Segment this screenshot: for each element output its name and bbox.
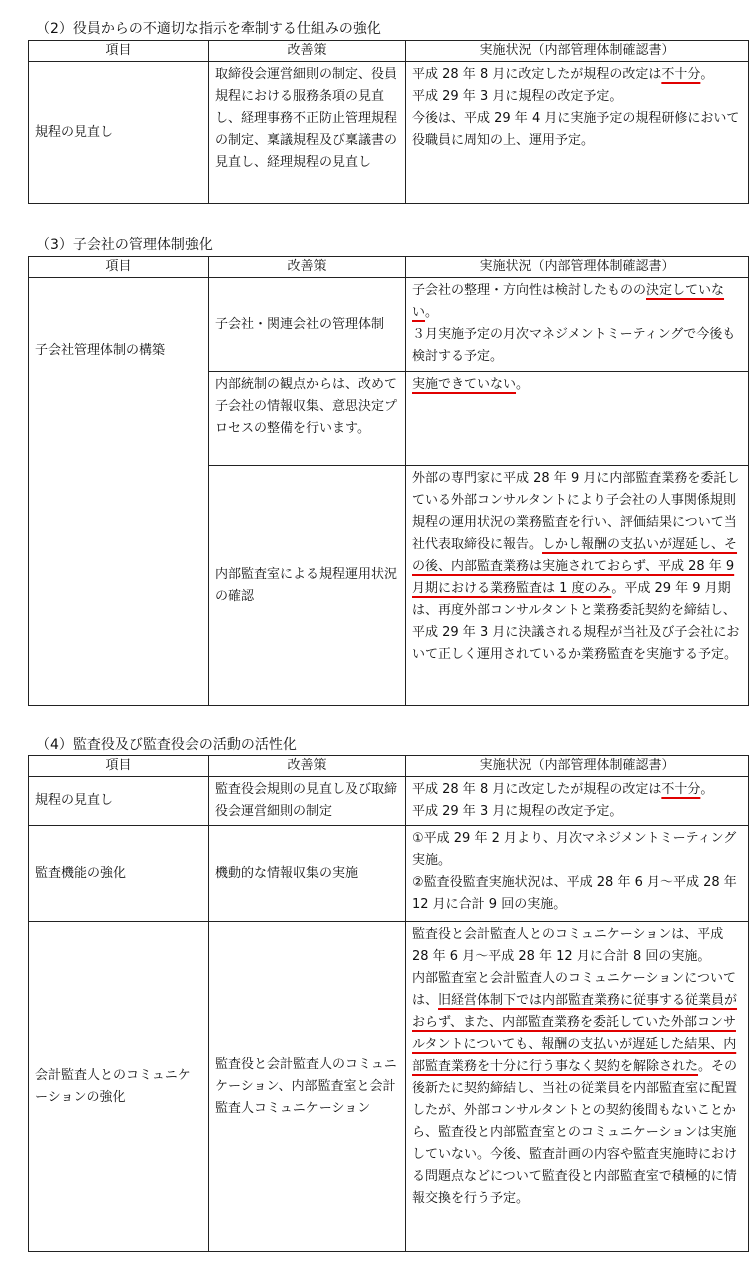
status-line: ②監査役監査実施状況は、平成 28 年 6 月～平成 28 年 12 月に合計 9 回の実施。 [412, 875, 737, 912]
table-header-row [29, 257, 749, 278]
row-status [406, 922, 749, 1252]
status-line: 外部の専門家に平成 28 年 9 月に内部監査業務を委託している外部コンサルタントにより子会社の人事関係規則規程の運用状況の業務監査を行い、評価結果について当社代表取締役に報告。しかし報酬の支払いが遅延し、その後、内部監査業務は実施されておらず、平成 28 年 9 月期における業務監査は 1 度のみ。平成 29 年 9 月期は、再度外部コンサルタントと業務委託契約を締結し、平成 29 年 3 月に決議される規程が当社及び子会社において正しく運用されているか業務監査を実施する予定。 [412, 471, 740, 662]
status-line: 平成 29 年 3 月に規程の改定予定。 [412, 89, 623, 104]
header-status: 実施状況（内部管理体制確認書） [406, 756, 749, 777]
header-measure: 改善策 [209, 41, 406, 62]
status-line: 実施できていない。 [412, 377, 530, 392]
section-2-title: （2）役員からの不適切な指示を牽制する仕組みの強化 [36, 21, 381, 37]
section-4-table [28, 755, 749, 1252]
row-status [406, 372, 749, 466]
row-status [406, 826, 749, 922]
row-status [406, 278, 749, 372]
highlighted-text: 不十分 [661, 67, 701, 82]
row-item: 子会社管理体制の構築 [29, 278, 209, 706]
table-header-row [29, 41, 749, 62]
row-status [406, 62, 749, 204]
header-item: 項目 [29, 41, 209, 62]
table-row [29, 826, 749, 922]
status-line: 監査役と会計監査人とのコミュニケーションは、平成 28 年 6 月～平成 28 年 12 月に合計 8 回の実施。 [412, 927, 724, 964]
header-status: 実施状況（内部管理体制確認書） [406, 257, 749, 278]
highlighted-text: 決定していない [412, 283, 725, 320]
section-3-title: （3）子会社の管理体制強化 [36, 237, 213, 253]
header-measure: 改善策 [209, 756, 406, 777]
status-line: 平成 28 年 8 月に改定したが規程の改定は不十分。 [412, 782, 714, 797]
row-measure: 内部監査室による規程運用状況の確認 [209, 466, 406, 706]
row-status [406, 466, 749, 706]
status-line: 今後は、平成 29 年 4 月に実施予定の規程研修において役職員に周知の上、運用予定。 [412, 111, 740, 148]
row-item: 規程の見直し [29, 777, 209, 826]
row-item: 監査機能の強化 [29, 826, 209, 922]
row-item: 規程の見直し [29, 62, 209, 204]
status-line: 内部監査室と会計監査人のコミュニケーションについては、旧経営体制下では内部監査業務に従事する従業員がおらず、また、内部監査業務を委託していた外部コンサルタントについても、報酬の支払いが遅延した結果、内部監査業務を十分に行う事なく契約を解除された。その後新たに契約締結し、当社の従業員を内部監査室に配置したが、外部コンサルタントとの契約後間もないことから、監査役と内部監査室とのコミュニケーションは実施していない。今後、監査計画の内容や監査実施時における問題点などについて監査役と内部監査室で積極的に情報交換を行う予定。 [412, 971, 738, 1206]
status-line: 平成 28 年 8 月に改定したが規程の改定は不十分。 [412, 67, 714, 82]
table-row [29, 62, 749, 204]
row-item: 会計監査人とのコミュニケーションの強化 [29, 922, 209, 1252]
section-3-table [28, 256, 749, 706]
header-item: 項目 [29, 257, 209, 278]
highlighted-text: 旧経営体制下では内部監査業務に従事する従業員がおらず、また、内部監査業務を委託していた外部コンサルタントについても、報酬の支払いが遅延した結果、内部監査業務を十分に行う事なく契約を解除された [412, 993, 738, 1074]
status-line: ①平成 29 年 2 月より、月次マネジメントミーティング実施。 [412, 831, 737, 868]
row-measure: 機動的な情報収集の実施 [209, 826, 406, 922]
table-row [29, 278, 749, 372]
status-line: 子会社の整理・方向性は検討したものの決定していない。 [412, 283, 725, 320]
status-line: 平成 29 年 3 月に規程の改定予定。 [412, 804, 623, 819]
table-row [29, 922, 749, 1252]
header-item: 項目 [29, 756, 209, 777]
row-measure: 内部統制の観点からは、改めて子会社の情報収集、意思決定プロセスの整備を行います。 [209, 372, 406, 466]
row-measure: 監査役会規則の見直し及び取締役会運営細則の制定 [209, 777, 406, 826]
row-measure: 監査役と会計監査人のコミュニケーション、内部監査室と会計監査人コミュニケーション [209, 922, 406, 1252]
section-4-title: （4）監査役及び監査役会の活動の活性化 [36, 737, 297, 753]
row-measure: 取締役会運営細則の制定、役員規程における服務条項の見直し、経理事務不正防止管理規程の制定、稟議規程及び稟議書の見直し、経理規程の見直し [209, 62, 406, 204]
section-2-table [28, 40, 749, 204]
row-status [406, 777, 749, 826]
highlighted-text: しかし報酬の支払いが遅延し、その後、内部監査業務は実施されておらず、平成 28 年 9 月期における業務監査は 1 度のみ [412, 537, 738, 596]
header-measure: 改善策 [209, 257, 406, 278]
table-header-row [29, 756, 749, 777]
highlighted-text: 不十分 [661, 782, 701, 797]
table-row [29, 777, 749, 826]
status-line: ３月実施予定の月次マネジメントミーティングで今後も検討する予定。 [412, 327, 736, 364]
highlighted-text: 実施できていない [412, 377, 517, 392]
header-status: 実施状況（内部管理体制確認書） [406, 41, 749, 62]
row-measure: 子会社・関連会社の管理体制 [209, 278, 406, 372]
